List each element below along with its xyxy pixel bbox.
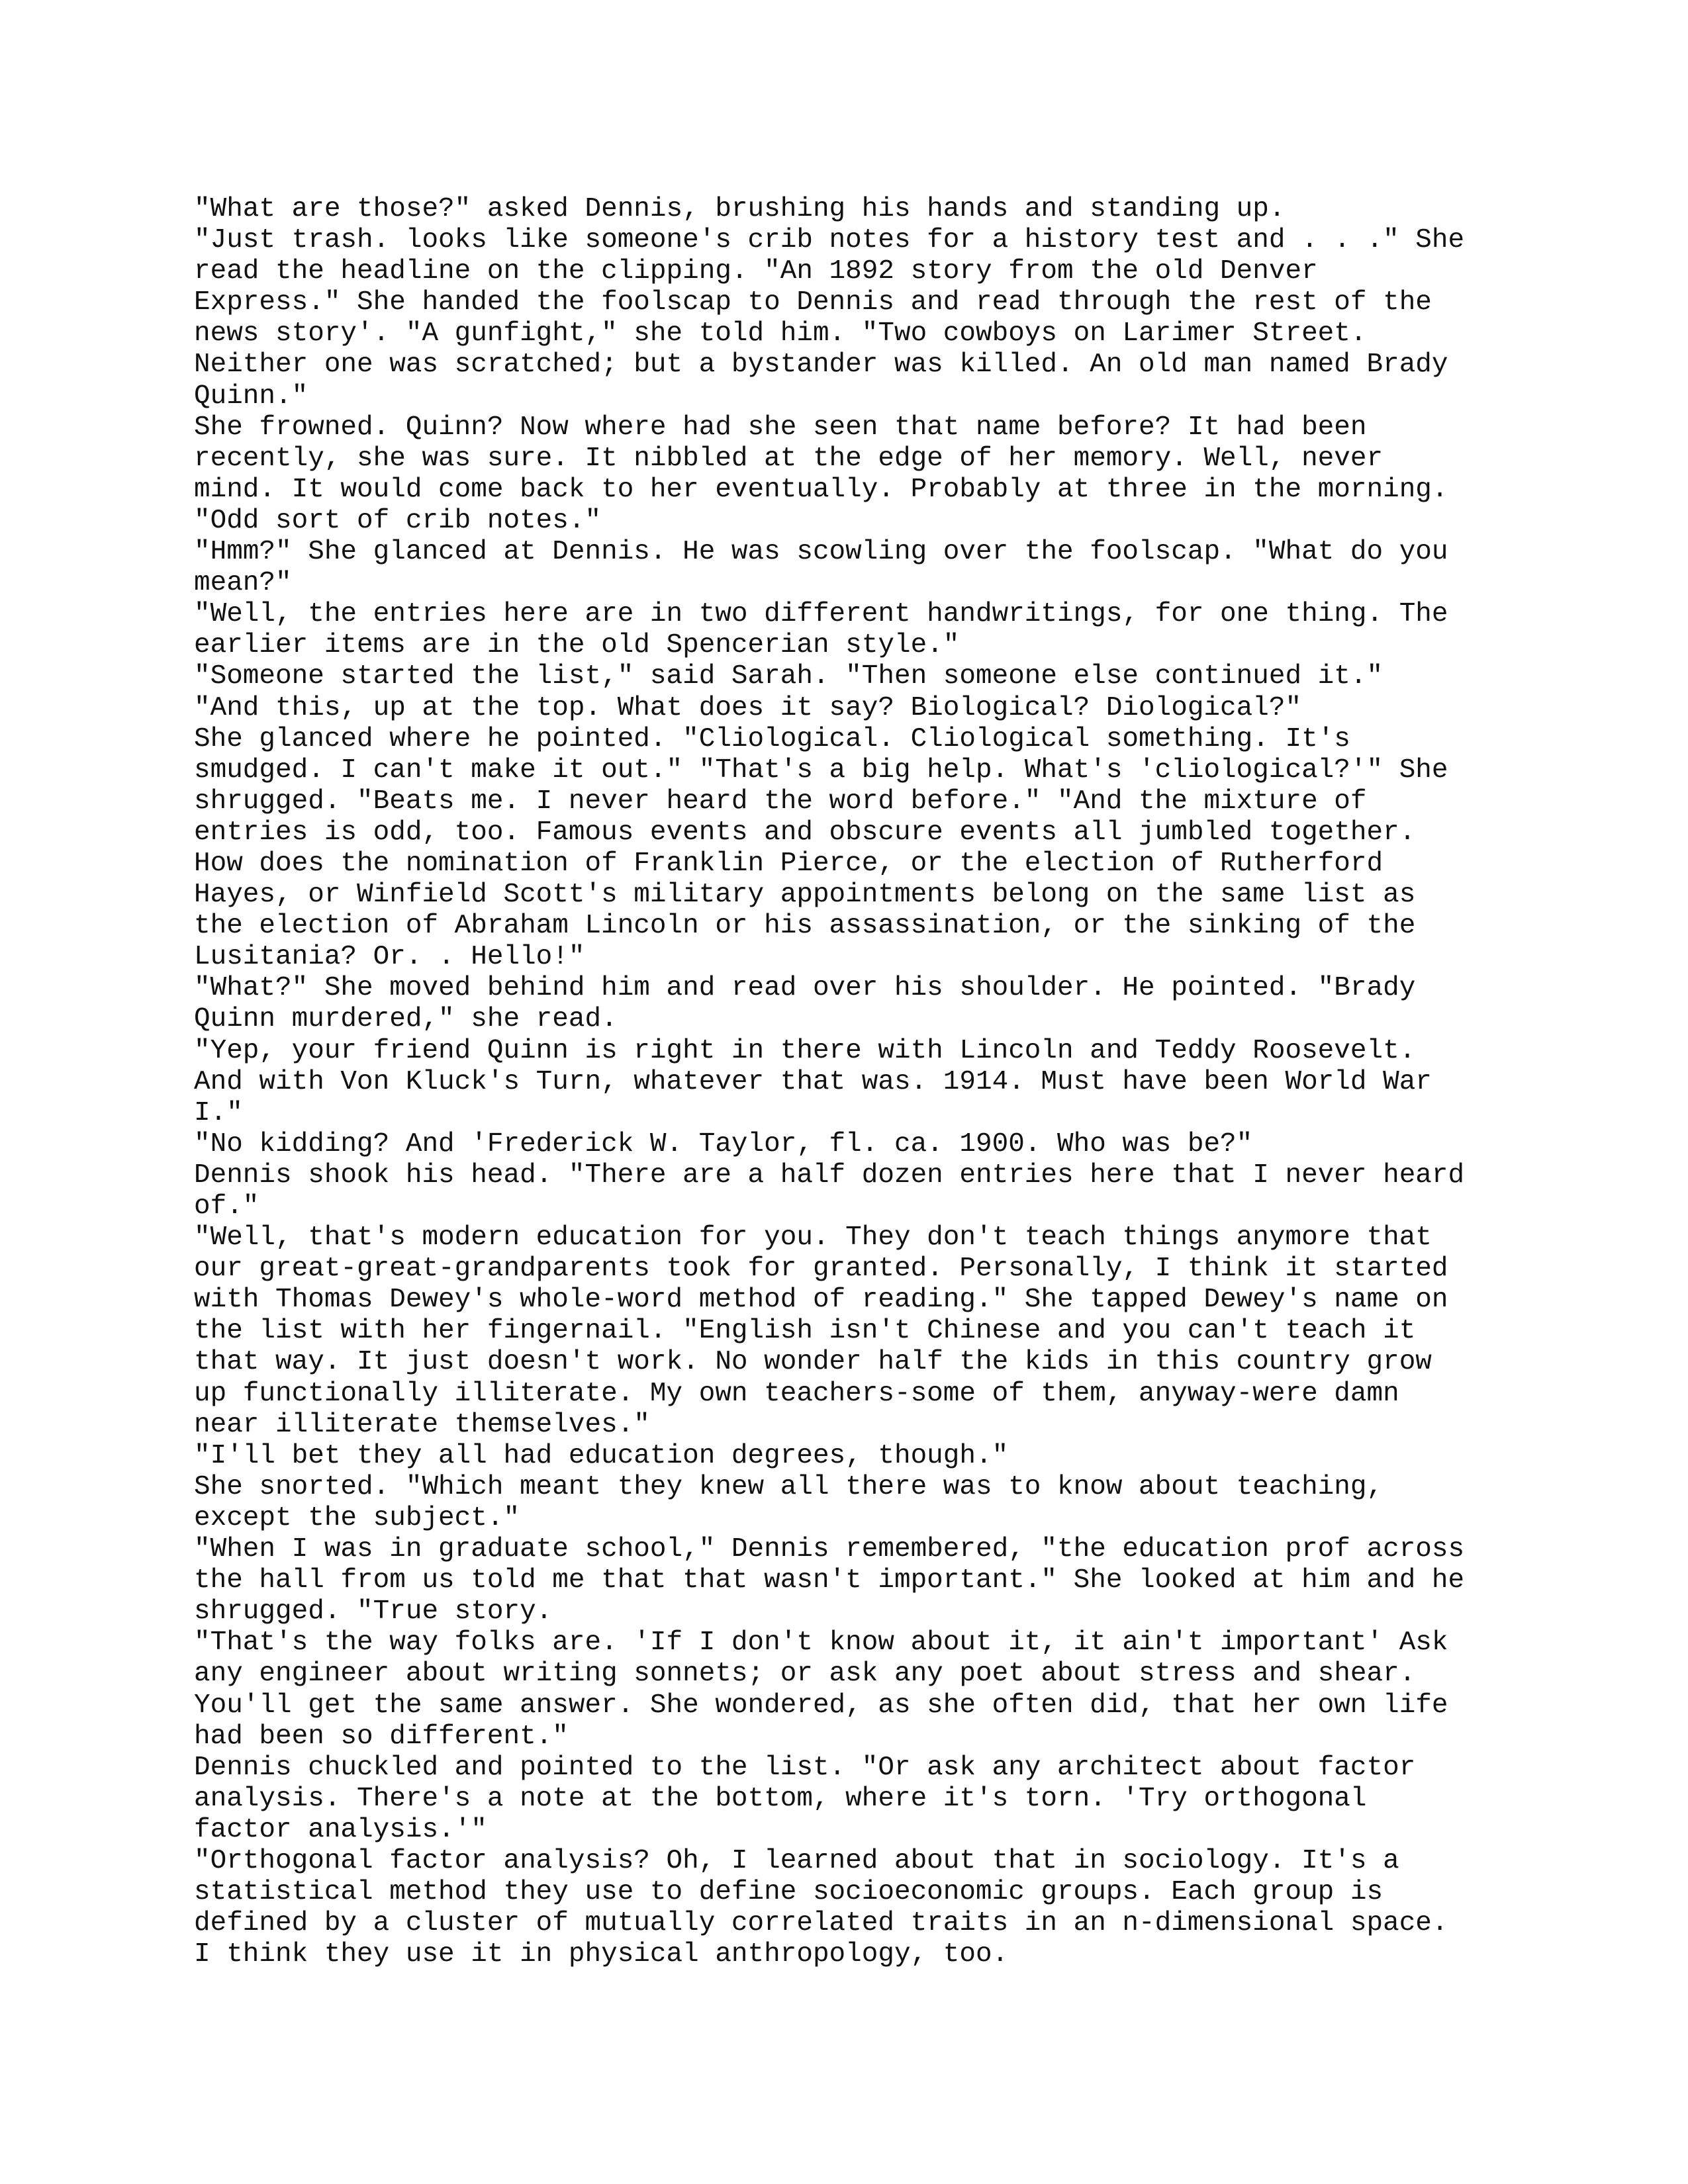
- text-line: You'll get the same answer. She wondered, as she often did, that her own life: [194, 1690, 1448, 1721]
- text-line: "Hmm?" She glanced at Dennis. He was scowling over the foolscap. "What do you: [194, 537, 1448, 568]
- text-line: news story'. "A gunfight," she told him. "Two cowboys on Larimer Street.: [194, 318, 1367, 349]
- text-line: "No kidding? And 'Frederick W. Taylor, fl. ca. 1900. Who was be?": [194, 1128, 1253, 1160]
- text-line: Express." She handed the foolscap to Dennis and read through the rest of the: [194, 287, 1432, 318]
- text-line: "Well, the entries here are in two different handwritings, for one thing. The: [194, 599, 1448, 630]
- text-line: Quinn murdered," she read.: [194, 1004, 618, 1035]
- text-line: defined by a cluster of mutually correlated traits in an n-dimensional space.: [194, 1908, 1448, 1939]
- text-line: "What are those?" asked Dennis, brushing his hands and standing up.: [194, 194, 1286, 224]
- text-line: "What?" She moved behind him and read over his shoulder. He pointed. "Brady: [194, 973, 1416, 1004]
- body-text: [194, 194, 1518, 1970]
- text-line: And with Von Kluck's Turn, whatever that was. 1914. Must have been World War: [194, 1066, 1432, 1097]
- text-line: the election of Abraham Lincoln or his assassination, or the sinking of the: [194, 911, 1416, 942]
- text-line: mean?": [194, 568, 292, 599]
- text-line: entries is odd, too. Famous events and obscure events all jumbled together.: [194, 817, 1416, 848]
- text-line: earlier items are in the old Spencerian style.": [194, 630, 960, 661]
- text-line: "Just trash. looks like someone's crib notes for a history test and . . ." She: [194, 225, 1465, 256]
- text-line: analysis. There's a note at the bottom, where it's torn. 'Try orthogonal: [194, 1783, 1367, 1814]
- text-line: our great-great-grandparents took for granted. Personally, I think it started: [194, 1253, 1448, 1285]
- text-line: Lusitania? Or. . Hello!": [194, 942, 585, 973]
- text-line: up functionally illiterate. My own teachers-some of them, anyway-were damn: [194, 1378, 1399, 1409]
- text-line: "Yep, your friend Quinn is right in there with Lincoln and Teddy Roosevelt.: [194, 1035, 1416, 1066]
- text-line: "Orthogonal factor analysis? Oh, I learned about that in sociology. It's a: [194, 1845, 1399, 1876]
- text-line: shrugged. "Beats me. I never heard the word before." "And the mixture of: [194, 786, 1367, 817]
- text-line: "I'll bet they all had education degrees, though.": [194, 1440, 1009, 1471]
- text-line: Dennis chuckled and pointed to the list. "Or ask any architect about factor: [194, 1752, 1416, 1783]
- text-line: shrugged. "True story.: [194, 1596, 553, 1627]
- text-line: the hall from us told me that that wasn't important." She looked at him and he: [194, 1565, 1465, 1596]
- text-line: Neither one was scratched; but a bystander was killed. An old man named Brady: [194, 349, 1448, 381]
- text-line: She snorted. "Which meant they knew all there was to know about teaching,: [194, 1471, 1383, 1502]
- text-line: had been so different.": [194, 1721, 569, 1752]
- text-line: near illiterate themselves.": [194, 1409, 650, 1440]
- text-line: except the subject.": [194, 1502, 520, 1533]
- text-line: I think they use it in physical anthropology, too.: [194, 1939, 1009, 1970]
- text-line: "Someone started the list," said Sarah. "Then someone else continued it.": [194, 661, 1383, 692]
- text-line: recently, she was sure. It nibbled at the edge of her memory. Well, never: [194, 443, 1383, 474]
- text-line: "When I was in graduate school," Dennis remembered, "the education prof across: [194, 1534, 1465, 1565]
- text-line: smudged. I can't make it out." "That's a big help. What's 'cliological?'" She: [194, 754, 1448, 786]
- text-line: "That's the way folks are. 'If I don't know about it, it ain't important' Ask: [194, 1627, 1448, 1659]
- text-line: Quinn.": [194, 381, 308, 412]
- text-line: "Well, that's modern education for you. They don't teach things anymore that: [194, 1222, 1432, 1253]
- text-line: She glanced where he pointed. "Cliological. Cliological something. It's: [194, 723, 1350, 754]
- text-line: factor analysis.'": [194, 1814, 487, 1845]
- text-line: with Thomas Dewey's whole-word method of reading." She tapped Dewey's name on: [194, 1285, 1448, 1316]
- text-line: that way. It just doesn't work. No wonder half the kids in this country grow: [194, 1347, 1432, 1378]
- text-line: Dennis shook his head. "There are a half dozen entries here that I never heard: [194, 1160, 1465, 1191]
- text-line: of.": [194, 1191, 259, 1222]
- text-line: "And this, up at the top. What does it say? Biological? Diological?": [194, 692, 1302, 723]
- text-line: How does the nomination of Franklin Pierce, or the election of Rutherford: [194, 848, 1383, 879]
- text-line: She frowned. Quinn? Now where had she seen that name before? It had been: [194, 412, 1367, 443]
- text-line: any engineer about writing sonnets; or ask any poet about stress and shear.: [194, 1659, 1416, 1690]
- text-line: Hayes, or Winfield Scott's military appointments belong on the same list as: [194, 880, 1416, 911]
- text-line: mind. It would come back to her eventually. Probably at three in the morning.: [194, 474, 1448, 505]
- text-line: the list with her fingernail. "English isn't Chinese and you can't teach it: [194, 1316, 1416, 1347]
- text-line: I.": [194, 1097, 243, 1128]
- text-line: statistical method they use to define socioeconomic groups. Each group is: [194, 1877, 1383, 1908]
- text-line: "Odd sort of crib notes.": [194, 505, 602, 536]
- text-line: read the headline on the clipping. "An 1892 story from the old Denver: [194, 256, 1318, 287]
